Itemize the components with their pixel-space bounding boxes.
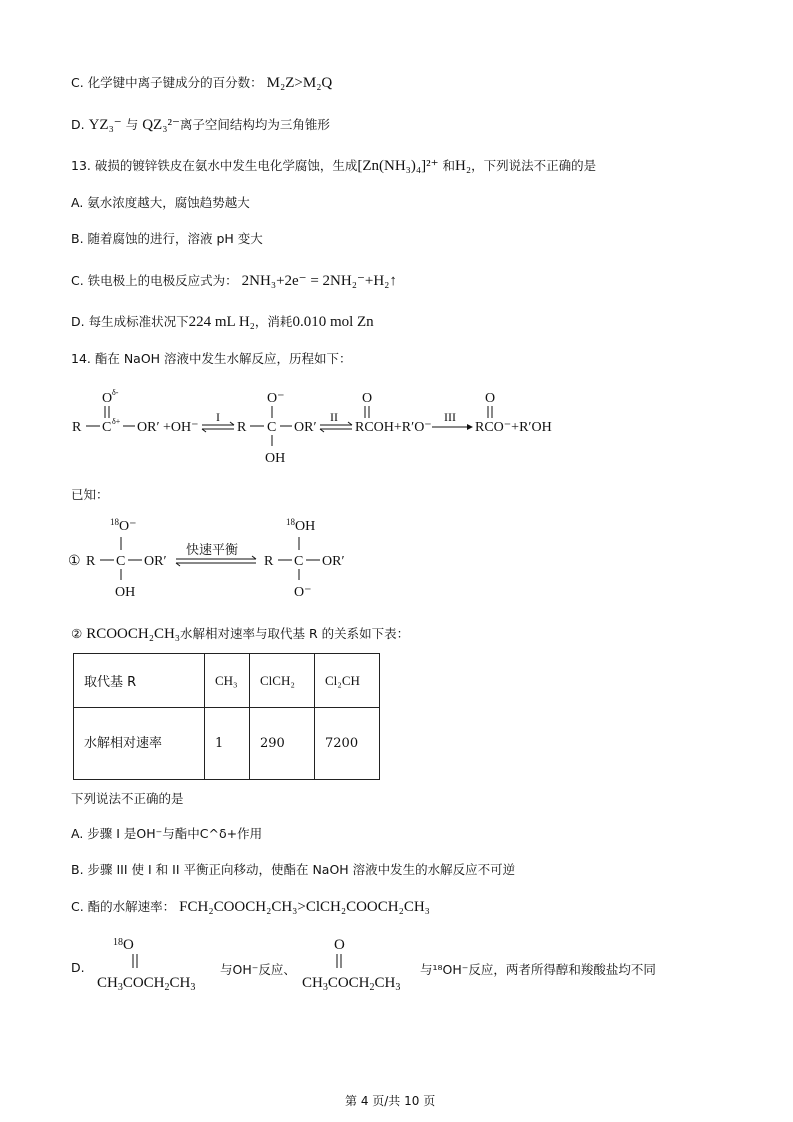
svg-text:CH3COCH2CH3: $CH_3COCH_2CH_3$: [302, 975, 401, 993]
known-equilibrium: [68, 512, 368, 602]
table-row: 取代基 R CH₃ ClCH₂ Cl₂CH: [74, 654, 380, 708]
option-14c: C. 酯的水解速率： FCH₂COOCH₂CH₃>ClCH₂COOCH₂CH₃: [71, 899, 430, 915]
svg-text:C: C: [267, 420, 277, 435]
svg-text:C: C: [102, 420, 112, 435]
page-footer: 第 4 页/共 10 页: [345, 1094, 436, 1108]
option-14b: B. 步骤 III 使 I 和 II 平衡正向移动，使酯在 NaOH 溶液中发生的水解反应不可逆: [71, 862, 516, 877]
svg-text:I: I: [216, 410, 220, 424]
svg-text:①: ①: [68, 554, 81, 569]
ester-structure: [300, 932, 425, 994]
svg-text:OH: OH: [265, 451, 286, 466]
svg-text:δ-: δ-: [112, 388, 119, 397]
known-label: 已知：: [71, 487, 109, 502]
svg-text:R: R: [86, 554, 96, 569]
svg-text:O: O: [334, 937, 345, 953]
svg-text:OR′: OR′: [294, 420, 317, 435]
svg-text:δ+: δ+: [112, 417, 121, 426]
option-12d: D. YZ₃⁻ 与 QZ₃²⁻离子空间结构均为三角锥形: [71, 117, 330, 133]
option-13a: A. 氨水浓度越大，腐蚀趋势越大: [71, 195, 250, 210]
svg-text:RCOH+R′O⁻: RCOH+R′O⁻: [355, 420, 432, 435]
svg-text:O: O: [102, 391, 113, 406]
svg-text:C: C: [116, 554, 126, 569]
svg-text:O: O: [485, 391, 496, 406]
svg-text:III: III: [444, 410, 456, 424]
svg-text:II: II: [330, 410, 338, 424]
option-14d-mid1: 与OH⁻反应、: [220, 962, 296, 977]
svg-text:OR′ +OH⁻: OR′ +OH⁻: [137, 420, 199, 435]
option-13d: D. 每生成标准状况下224 mL H₂，消耗0.010 mol Zn: [71, 314, 374, 330]
svg-text:C: C: [294, 554, 304, 569]
option-12c: C. 化学键中离子键成分的百分数： M₂Z>M₂Q: [71, 75, 333, 91]
option-14d-mid2: 与¹⁸OH⁻反应，两者所得醇和羧酸盐均不同: [420, 962, 656, 977]
svg-text:18O: $^{18}$O: [113, 937, 134, 953]
svg-text:CH3COCH2CH3: $CH_3COCH_2CH_3$: [97, 975, 196, 993]
option-13b: B. 随着腐蚀的进行，溶液 pH 变大: [71, 231, 263, 246]
rate-table: [73, 653, 380, 780]
equation-13c: 2NH₃+2e⁻ = 2NH₂⁻+H₂↑: [241, 273, 397, 289]
known-2: ② RCOOCH₂CH₃水解相对速率与取代基 R 的关系如下表：: [71, 626, 410, 642]
svg-text:OH: OH: [115, 585, 136, 600]
question-13-stem: 13. 破损的镀锌铁皮在氨水中发生电化学腐蚀，生成[Zn(NH₃)₄]²⁺ 和H₂，下列说法不正确的是: [71, 158, 597, 174]
svg-text:O⁻: O⁻: [267, 391, 285, 406]
question-14-prompt: 下列说法不正确的是: [71, 791, 184, 806]
table-row: 水解相对速率 1 290 7200: [74, 708, 380, 780]
svg-text:R: R: [264, 554, 274, 569]
svg-text:R: R: [72, 420, 82, 435]
ester-18o-structure: [95, 932, 225, 994]
option-14d-label: D.: [71, 960, 85, 975]
option-14a: A. 步骤 I 是OH⁻与酯中C^δ+作用: [71, 826, 263, 841]
mechanism-scheme: [60, 380, 580, 470]
svg-text:R: R: [237, 420, 247, 435]
svg-text:OR′: OR′: [322, 554, 345, 569]
question-14-stem: 14. 酯在 NaOH 溶液中发生水解反应，历程如下：: [71, 351, 352, 366]
svg-text:18O⁻: $^{18}$O⁻: [110, 517, 137, 534]
svg-text:O⁻: O⁻: [294, 585, 312, 600]
equilibrium-label: 快速平衡: [186, 542, 239, 557]
formula-12c: M₂Z>M₂Q: [266, 75, 333, 91]
svg-text:OR′: OR′: [144, 554, 167, 569]
svg-text:O: O: [362, 391, 373, 406]
option-13c: C. 铁电极上的电极反应式为： 2NH₃+2e⁻ = 2NH₂⁻+H₂↑: [71, 273, 397, 289]
svg-text:18OH: $^{18}$OH: [286, 517, 316, 534]
svg-text:RCO⁻+R′OH: RCO⁻+R′OH: [475, 420, 552, 435]
